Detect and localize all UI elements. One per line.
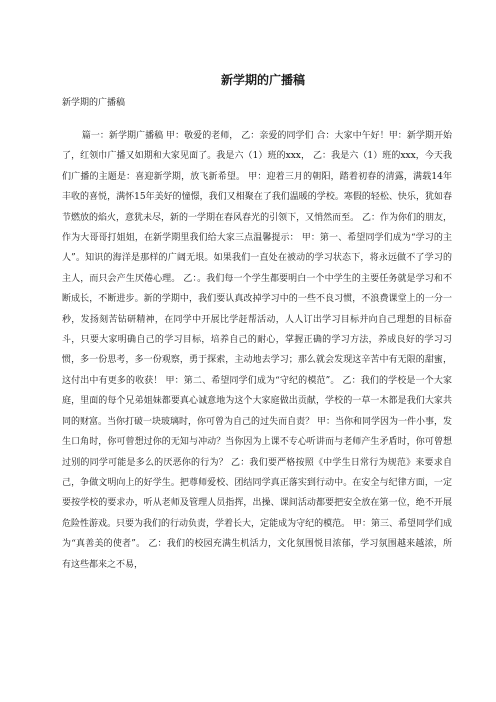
document-body-text: 篇一：新学期广播稿 甲：敬爱的老师， 乙：亲爱的同学们 合：大家中午好！甲：新学期开始了，红领巾广播又如期和大家见面了。我是六（1）班的xxx， 乙：我是六（1）班的xxx，今天我们广播的主题是：喜迎新学期，放飞新希望。 甲：迎着三月的朝阳，踏着初春的清露，满载14年丰收的喜悦，满怀15年美好的憧憬，我们又相聚在了我们温暖的学校。寒假的轻松、快乐，犹如春节燃放的焰火，意犹未尽，新的一学期在春风春光的引领下，又悄然而至。 乙：作为你们的朋友，作为大哥哥打姐姐，在新学期里我们给大家三点温馨提示： 甲：第一、希望同学们成为“学习的主人”。知识的海洋是那样的广阔无垠。如果我们一直处在被动的学习状态下，将永远做不了学习的主人，而只会产生厌倦心理。 乙：。我们每一个学生都要明白一个中学生的主要任务就是学习和不断成长，不断进步。新的学期中，我们要认真改掉学习中的一些不良习惯，不浪费课堂上的一分一秒，发扬刻苦钻研精神，在同学中开展比学赶帮活动，人人订出学习目标并向自己理想的目标奋斗，只要大家明确自己的学习目标，培养自己的耐心，掌握正确的学习方法，养成良好的学习习惯，多一份思考，多一份观察，勇于探索，主动地去学习；那么就会发现这辛苦中有无限的甜蜜，这付出中有更多的收获！ 甲：第二、希望同学们成为“守纪的模范”。 乙：我们的学校是一个大家庭，里面的每个兄弟姐妹都要真心诚意地为这个大家庭做出贡献，学校的一草一木都是我们大家共同的财富。当你打破一块玻璃时，你可曾为自己的过失而自责？ 甲：当你和同学因为一件小事，发生口角时，你可曾想过你的无知与冲动？当你因为上课不专心听讲而与老师产生矛盾时，你可曾想过别的同学可能是多么的厌恶你的行为？ 乙：我们要严格按照《中学生日常行为规范》来要求自己，争做文明向上的好学生。把尊师爱校、团结同学真正落实到行动中。在安全与纪律方面，一定要按学校的要求办，听从老师及管理人员指挥，出操、课间活动都要把安全放在第一位，绝不开展危险性游戏。只要为我们的行动负责，学着长大，定能成为守纪的模范。 甲：第三、希望同学们成为“真善美的使者”。 乙：我们的校园充满生机活力，文化氛围悦目浓郁，学习氛围越来越浓，所有这些都来之不易， [62,131,452,570]
document-subtitle: 新学期的广播稿 [62,98,126,108]
document-title: 新学期的广播稿 [220,73,305,87]
